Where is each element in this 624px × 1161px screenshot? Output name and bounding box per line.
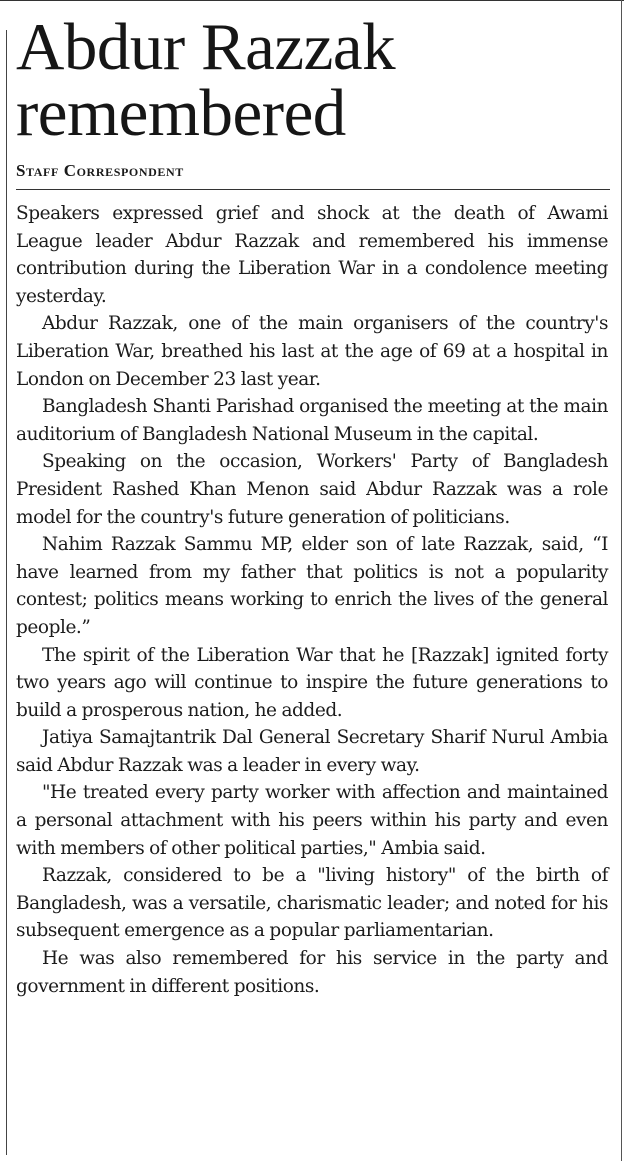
article-byline: Staff Correspondent [16, 161, 610, 190]
article-paragraph-3: Bangladesh Shanti Parishad organised the meeting at the main auditorium of Bangladesh National Museum in the capital. [16, 396, 608, 445]
article-paragraph-7: Jatiya Samajtantrik Dal General Secretary Sharif Nurul Ambia said Abdur Razzak was a leader in every way. [16, 727, 608, 776]
article-paragraph-9: Razzak, considered to be a "living history" of the birth of Bangladesh, was a versatile, charismatic leader; and noted for his subsequent emergence as a popular parliamentarian. [16, 865, 608, 942]
article-paragraph-10: He was also remembered for his service in the party and government in different positions. [16, 948, 608, 997]
news-article [16, 10, 610, 1000]
left-column-rule [6, 30, 7, 1155]
article-paragraph-6: The spirit of the Liberation War that he [Razzak] ignited forty two years ago will continue to inspire the future generations to build a prosperous nation, he added. [16, 644, 608, 721]
article-paragraph-1: Speakers expressed grief and shock at the death of Awami League leader Abdur Razzak and remembered his immense contribution during the Liberation War in a condolence meeting yesterday. [16, 203, 608, 307]
article-body [16, 200, 608, 1000]
article-headline: Abdur Razzak remembered [16, 10, 396, 150]
article-paragraph-5: Nahim Razzak Sammu MP, elder son of late Razzak, said, “I have learned from my father that politics is not a popularity contest; politics means working to enrich the lives of the general people.” [16, 534, 608, 638]
right-column-rule [621, 0, 622, 1161]
article-paragraph-8: "He treated every party worker with affection and maintained a personal attachment with his peers within his party and even with members of other political parties," Ambia said. [16, 782, 608, 859]
top-column-rule [0, 0, 624, 1]
article-paragraph-4: Speaking on the occasion, Workers' Party of Bangladesh President Rashed Khan Menon said Abdur Razzak was a role model for the country's future generation of politicians. [16, 451, 608, 528]
article-paragraph-2: Abdur Razzak, one of the main organisers of the country's Liberation War, breathed his last at the age of 69 at a hospital in London on December 23 last year. [16, 313, 608, 390]
